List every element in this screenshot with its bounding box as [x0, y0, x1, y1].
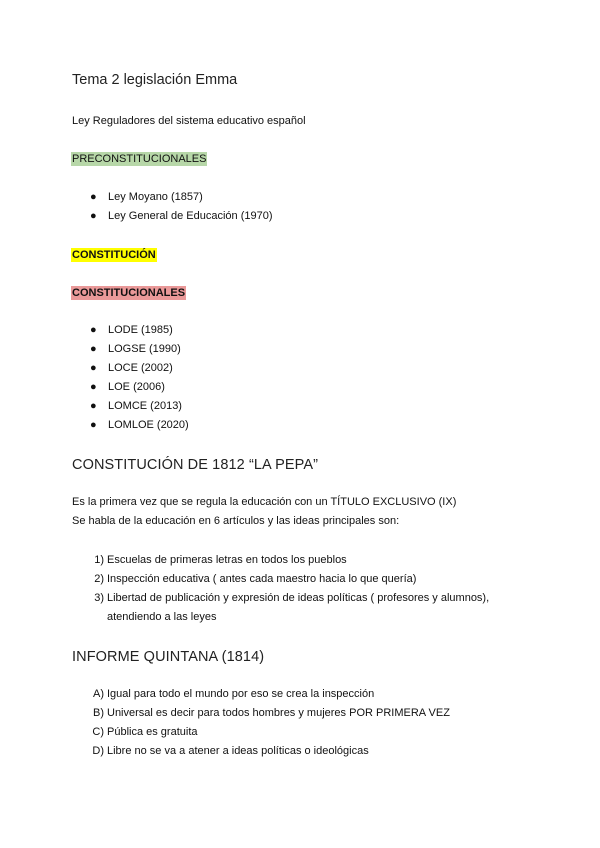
list-marker: 2)	[94, 573, 104, 585]
bullet-icon: ●	[90, 191, 97, 203]
list-item-text: LOGSE (1990)	[108, 343, 181, 355]
list-marker: 1)	[94, 554, 104, 566]
list-marker: D)	[92, 745, 104, 757]
section-heading-informe-quintana: INFORME QUINTANA (1814)	[72, 649, 265, 665]
document-subtitle: Ley Reguladores del sistema educativo español	[72, 115, 306, 127]
list-item-text: Escuelas de primeras letras en todos los pueblos	[107, 554, 347, 566]
bullet-icon: ●	[90, 362, 97, 374]
list-item-text: Libre no se va a atener a ideas políticas o ideológicas	[107, 745, 369, 757]
list-marker: B)	[93, 707, 104, 719]
bullet-icon: ●	[90, 343, 97, 355]
list-item-text: atendiendo a las leyes	[107, 611, 217, 623]
bullet-icon: ●	[90, 419, 97, 431]
list-item-text: LOE (2006)	[108, 381, 165, 393]
list-item-text: Inspección educativa ( antes cada maestro hacia lo que quería)	[107, 573, 417, 585]
list-item-text: LOMCE (2013)	[108, 400, 182, 412]
list-marker: A)	[93, 688, 104, 700]
bullet-icon: ●	[90, 324, 97, 336]
preconstitucionales-label: PRECONSTITUCIONALES	[72, 153, 207, 165]
list-item-text: LODE (1985)	[108, 324, 173, 336]
section1-paragraph-1: Es la primera vez que se regula la educación con un TÍTULO EXCLUSIVO (IX)	[72, 496, 457, 508]
list-marker: 3)	[94, 592, 104, 604]
section-heading-constitucion-1812: CONSTITUCIÓN DE 1812 “LA PEPA”	[72, 457, 319, 473]
list-item-text: Igual para todo el mundo por eso se crea la inspección	[107, 688, 375, 700]
list-item-text: LOCE (2002)	[108, 362, 173, 374]
list-item-text: Ley Moyano (1857)	[108, 191, 203, 203]
bullet-icon: ●	[90, 381, 97, 393]
list-item-text: Libertad de publicación y expresión de ideas políticas ( profesores y alumnos),	[107, 592, 490, 604]
list-item-text: Pública es gratuita	[107, 726, 198, 738]
section1-paragraph-2: Se habla de la educación en 6 artículos y las ideas principales son:	[72, 515, 400, 527]
list-item-text: LOMLOE (2020)	[108, 419, 189, 431]
document-title: Tema 2 legislación Emma	[72, 72, 238, 88]
list-marker: C)	[92, 726, 104, 738]
bullet-icon: ●	[90, 210, 97, 222]
list-item-text: Ley General de Educación (1970)	[108, 210, 273, 222]
constitucionales-label: CONSTITUCIONALES	[72, 287, 186, 299]
constitucion-label: CONSTITUCIÓN	[72, 249, 156, 261]
list-item-text: Universal es decir para todos hombres y mujeres POR PRIMERA VEZ	[107, 707, 450, 719]
bullet-icon: ●	[90, 400, 97, 412]
